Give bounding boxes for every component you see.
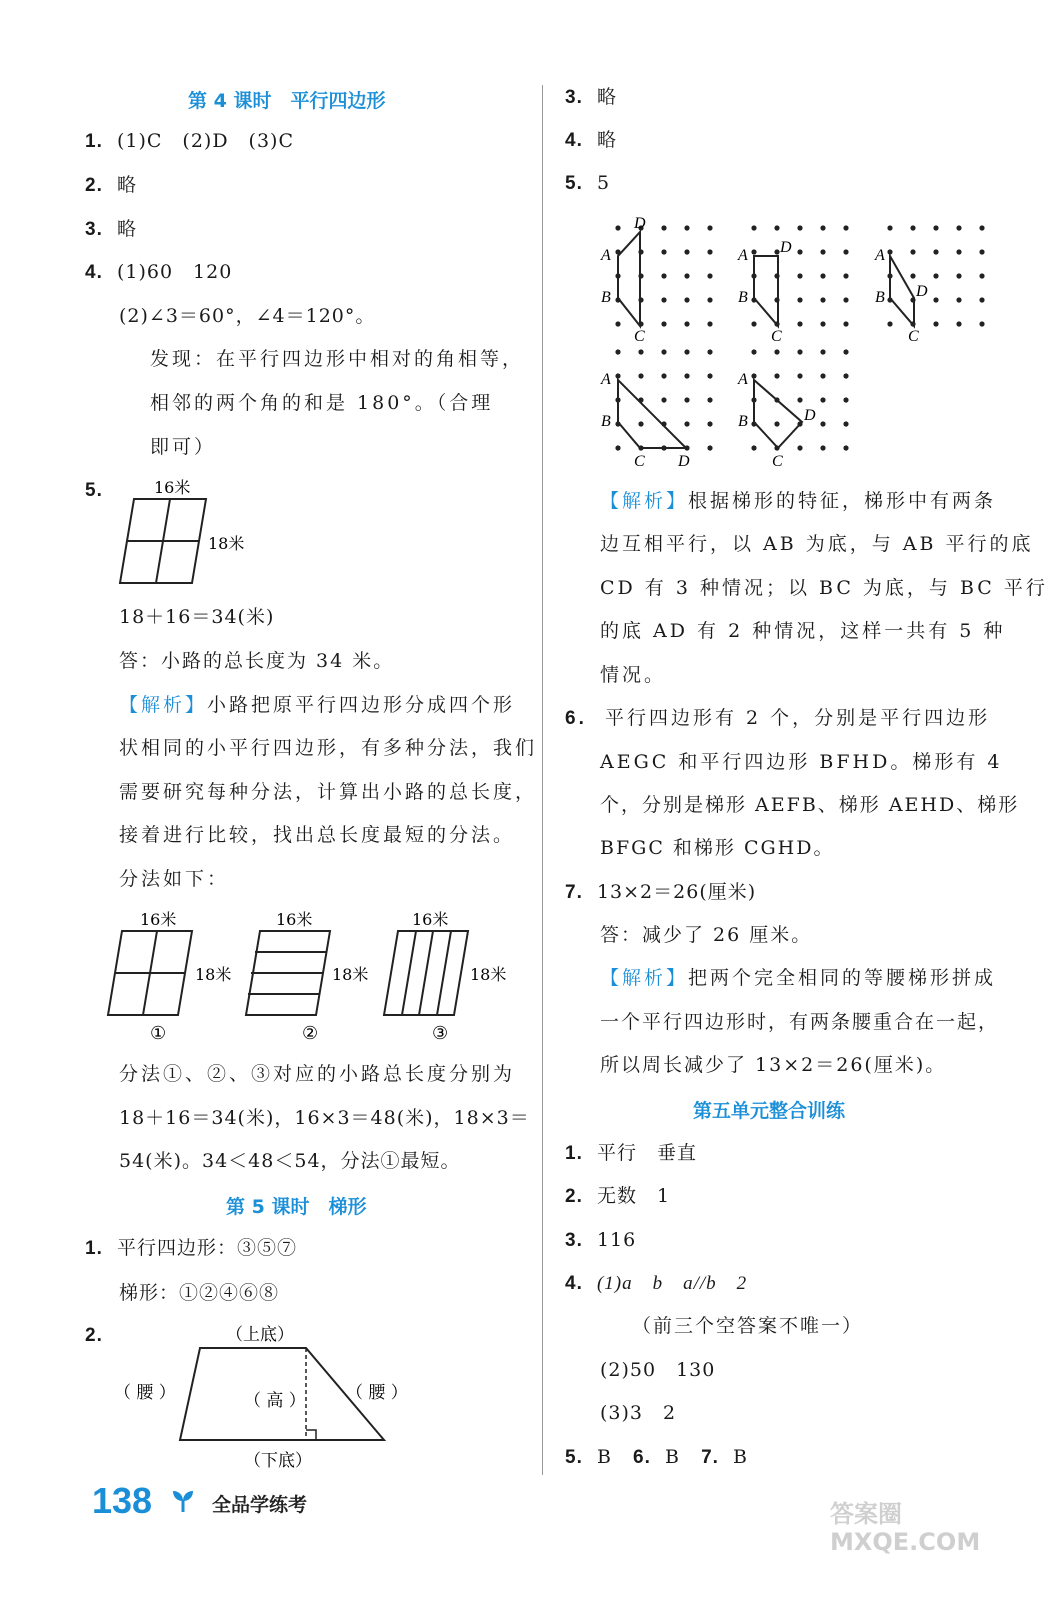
q-number: 1. (85, 131, 103, 152)
analysis-tag: 【解析】 (600, 490, 689, 512)
right-question-3 (565, 84, 617, 111)
grid-dot (797, 273, 802, 278)
trapezoid-3 (890, 256, 914, 326)
grid-dot (797, 397, 802, 402)
grid-dot (843, 349, 848, 354)
grid-dot (843, 445, 848, 450)
answer-text: 平行 垂直 (596, 1142, 697, 1164)
q7-analysis-line3: 所以周长减少了 13×2＝26(厘米)。 (600, 1054, 947, 1076)
dot-grid-figures (596, 210, 996, 472)
unit-question-2 (565, 1183, 670, 1210)
grid-dot (956, 225, 961, 230)
answer-text: B (733, 1446, 749, 1468)
comparison-line3: 54(米)。34＜48＜54，分法①最短。 (119, 1150, 461, 1172)
grid-dot (707, 297, 712, 302)
q-number: 5. (565, 1447, 583, 1468)
q6-line2: AEGC 和平行四边形 BFHD。梯形有 4 (600, 751, 1003, 773)
label-A: A (601, 247, 611, 264)
q-number: 2. (85, 175, 103, 196)
grid-dot (910, 249, 915, 254)
grid-dot (933, 225, 938, 230)
label-A: A (601, 371, 611, 388)
grid-dot (707, 373, 712, 378)
grid-dot (797, 349, 802, 354)
q-number: 3. (565, 87, 583, 108)
grid-dot (797, 321, 802, 326)
grid-dot (774, 349, 779, 354)
lower-base-label: （下底） (244, 1451, 312, 1471)
lesson5-q1-trapezoid: 梯形：①②④⑥⑧ (119, 1282, 280, 1304)
label-B: B (601, 289, 611, 306)
answer-text: 略 (596, 86, 617, 108)
grid-dot (956, 321, 961, 326)
parallelogram-figure (110, 475, 260, 590)
grid-dot (707, 273, 712, 278)
right-analysis-line4: 的底 AD 有 2 种情况，这样一共有 5 种 (600, 620, 1006, 642)
analysis-line3: 需要研究每种分法，计算出小路的总长度， (119, 781, 538, 803)
grid-dot (661, 349, 666, 354)
label-B: B (875, 289, 885, 306)
answer-text: 略 (116, 174, 137, 196)
grid-dot (820, 321, 825, 326)
q-number: 7. (701, 1447, 719, 1468)
grid-dot (820, 249, 825, 254)
column-divider (542, 85, 543, 1475)
grid-dot (751, 225, 756, 230)
label-D: D (804, 407, 816, 424)
answer-text: B (665, 1446, 680, 1468)
answer-text: 平行四边形：③⑤⑦ (116, 1237, 297, 1259)
grid-dot (820, 421, 825, 426)
q-number: 3. (85, 219, 103, 240)
q-number: 7. (565, 882, 583, 903)
q6-line4: BFGC 和梯形 CGHD。 (600, 837, 835, 859)
grid-dot (638, 373, 643, 378)
q7-answer: 答：减少了 26 厘米。 (600, 924, 813, 946)
q7-analysis-line1 (600, 965, 996, 991)
grid-dot (661, 373, 666, 378)
fig1-top-label: 16米 (140, 910, 177, 929)
grid-dot (979, 225, 984, 230)
analysis-text: 把两个完全相同的等腰梯形拼成 (688, 967, 997, 989)
right-question-5 (565, 170, 610, 197)
grid-dot (843, 225, 848, 230)
q-number: 2. (565, 1186, 583, 1207)
q7-analysis-line2: 一个平行四边形时，有两条腰重合在一起， (600, 1011, 1000, 1033)
section-heading-unit5: 第五单元整合训练 (693, 1100, 846, 1122)
grid-dot (933, 297, 938, 302)
grid-dot (843, 421, 848, 426)
grid-dot (843, 397, 848, 402)
grid-dot (774, 225, 779, 230)
grid-dot (843, 321, 848, 326)
unit-questions-5-7 (565, 1444, 748, 1471)
label-C: C (634, 453, 645, 470)
grid-dot (661, 225, 666, 230)
right-angle-mark (306, 1430, 316, 1440)
q-number: 5. (565, 173, 583, 194)
method3-line (419, 931, 433, 1015)
grid-dot (661, 249, 666, 254)
grid-dot (707, 397, 712, 402)
grid-dot (956, 249, 961, 254)
answer-text: 无数 1 (596, 1185, 671, 1207)
grid-dot (820, 445, 825, 450)
grid-dot (843, 297, 848, 302)
grid-dot (774, 249, 779, 254)
grid-dot (661, 273, 666, 278)
answer-text: (1)60 120 (116, 261, 233, 283)
fig-top-label: 16米 (154, 478, 191, 497)
grid-dot (661, 321, 666, 326)
grid-dot (956, 297, 961, 302)
grid-dot (979, 297, 984, 302)
q4-discovery-line3: 即可） (150, 436, 217, 458)
grid-dot (615, 373, 620, 378)
answer-text: B (596, 1446, 612, 1468)
answer-text: 5 (596, 172, 611, 194)
grid-dot (933, 273, 938, 278)
fig2-side-label: 18米 (332, 965, 369, 984)
right-question-6 (565, 705, 990, 732)
right-analysis-line5: 情况。 (600, 664, 667, 686)
grid-dot (707, 349, 712, 354)
grid-dot (638, 421, 643, 426)
fig1-side-label: 18米 (195, 965, 232, 984)
watermark-logo: 答案圈 MXQE.COM (830, 1500, 981, 1556)
right-analysis-line1 (600, 488, 996, 514)
grid-dot (684, 225, 689, 230)
q-number: 4. (85, 262, 103, 283)
grid-dot (797, 373, 802, 378)
grid-dot (979, 273, 984, 278)
upper-base-label: （上底） (226, 1325, 294, 1345)
label-B: B (738, 289, 748, 306)
grid-dot (797, 297, 802, 302)
label-D: D (780, 239, 792, 256)
label-D: D (634, 215, 646, 232)
grid-dot (979, 321, 984, 326)
comparison-line2: 18＋16＝34(米)，16×3＝48(米)，18×3＝ (119, 1107, 530, 1129)
grid-dot (707, 445, 712, 450)
grid-dot (751, 373, 756, 378)
fig3-side-label: 18米 (470, 965, 507, 984)
grid-dot (887, 249, 892, 254)
q4-part3: (3)3 2 (600, 1402, 677, 1424)
grid-dot (910, 225, 915, 230)
grid-dot (684, 373, 689, 378)
label-B: B (601, 413, 611, 430)
grid-dot (707, 225, 712, 230)
answer-text: 116 (596, 1229, 637, 1251)
grid-dot (684, 249, 689, 254)
method2-mark: ② (302, 1023, 319, 1044)
q6-line3: 个，分别是梯形 AEFB、梯形 AEHD、梯形 (600, 794, 1020, 816)
grid-dot (797, 225, 802, 230)
q-number: 6. (565, 708, 587, 729)
fig2-top-label: 16米 (276, 910, 313, 929)
label-C: C (634, 328, 645, 345)
section-heading-lesson4: 第 4 课时 平行四边形 (188, 90, 386, 112)
q5-answer: 答：小路的总长度为 34 米。 (119, 650, 395, 672)
label-A: A (875, 247, 885, 264)
grid-dot (707, 321, 712, 326)
q-number-5: 5. (85, 480, 103, 501)
q-number-2: 2. (85, 1325, 103, 1346)
analysis-tag: 【解析】 (119, 694, 208, 716)
grid-dot (684, 321, 689, 326)
q-number: 1. (565, 1143, 583, 1164)
grid-dot (797, 445, 802, 450)
grid-dot (751, 321, 756, 326)
left-leg-label: （ 腰 ） (114, 1383, 176, 1403)
grid-dot (820, 397, 825, 402)
grid-dot (820, 349, 825, 354)
method1-mark: ① (150, 1023, 167, 1044)
grid-dot (910, 273, 915, 278)
grid-dot (887, 321, 892, 326)
answer-text: (1)a b a//b 2 (596, 1273, 748, 1294)
grid-dot (956, 273, 961, 278)
q4-part2: (2)50 130 (600, 1359, 716, 1381)
q-number: 3. (565, 1230, 583, 1251)
page-number: 138 (92, 1480, 153, 1521)
grid-dot (684, 349, 689, 354)
q-number: 6. (633, 1447, 651, 1468)
fig3-top-label: 16米 (412, 910, 449, 929)
q4-discovery-line2: 相邻的两个角的和是 180°。（合理 (150, 392, 494, 414)
answer-text: 略 (596, 129, 617, 151)
grid-dot (774, 421, 779, 426)
trapezoid-5 (754, 380, 802, 448)
right-question-4 (565, 127, 617, 154)
grid-dot (615, 445, 620, 450)
comparison-line1: 分法①、②、③对应的小路总长度分别为 (119, 1063, 516, 1085)
analysis-text: 根据梯形的特征，梯形中有两条 (688, 490, 997, 512)
division-methods-figure (100, 905, 520, 1045)
grid-dot (684, 273, 689, 278)
fig-side-label: 18米 (208, 534, 245, 553)
grid-dot (707, 249, 712, 254)
answer-text: 略 (116, 218, 137, 240)
analysis-line4: 接着进行比较，找出总长度最短的分法。 (119, 824, 516, 846)
unit-question-1 (565, 1140, 697, 1167)
question-4 (85, 259, 232, 286)
grid-dot (615, 349, 620, 354)
grid-dot (820, 225, 825, 230)
lesson5-q1 (85, 1235, 297, 1262)
label-B: B (738, 413, 748, 430)
label-D: D (678, 453, 690, 470)
grid-dot (774, 373, 779, 378)
grid-dot (797, 249, 802, 254)
height-label: （ 高 ） (244, 1391, 306, 1411)
q-number: 4. (565, 1273, 583, 1294)
q-number: 1. (85, 1238, 103, 1259)
trapezoid-1 (618, 232, 640, 326)
brand-name: 全品学练考 (212, 1494, 308, 1516)
answer-text: 13×2＝26(厘米) (596, 881, 757, 903)
unit-question-4 (565, 1270, 747, 1297)
grid-dot (751, 249, 756, 254)
grid-dot (820, 297, 825, 302)
analysis-line2: 状相同的小平行四边形，有多种分法，我们 (119, 737, 538, 759)
grid-dot (684, 421, 689, 426)
right-question-7 (565, 879, 756, 906)
analysis-line1 (119, 692, 515, 718)
grid-dot (661, 297, 666, 302)
grid-dot (751, 445, 756, 450)
answer-text: (1)C (2)D (3)C (116, 130, 295, 152)
grid-dot (707, 421, 712, 426)
grid-dot (843, 249, 848, 254)
trapezoid-4 (618, 380, 686, 448)
grid-dot (843, 273, 848, 278)
unit-question-3 (565, 1227, 636, 1254)
right-leg-label: （ 腰 ） (346, 1383, 408, 1403)
label-C: C (772, 453, 783, 470)
section-heading-lesson5: 第 5 课时 梯形 (226, 1196, 367, 1218)
method3-mark: ③ (432, 1023, 449, 1044)
question-2 (85, 172, 137, 199)
question-1 (85, 128, 294, 155)
grid-dot (979, 249, 984, 254)
q5-calculation: 18＋16＝34(米) (119, 606, 275, 628)
grid-dot (933, 321, 938, 326)
answer-text: 平行四边形有 2 个，分别是平行四边形 (604, 707, 991, 729)
right-analysis-line2: 边互相平行，以 AB 为底，与 AB 平行的底 (600, 533, 1034, 555)
grid-dot (843, 373, 848, 378)
label-C: C (771, 328, 782, 345)
analysis-tag: 【解析】 (600, 967, 689, 989)
grid-dot (820, 273, 825, 278)
q4-part2: (2)∠3＝60°，∠4＝120°。 (119, 305, 376, 327)
grid-dot (820, 373, 825, 378)
trapezoid-2 (754, 256, 778, 326)
sprout-icon (170, 1488, 196, 1514)
grid-dot (751, 349, 756, 354)
q4-note: （前三个空答案不唯一） (632, 1315, 864, 1337)
trapezoid-figure (110, 1318, 430, 1478)
label-D: D (916, 283, 928, 300)
q4-discovery-line1: 发现：在平行四边形中相对的角相等， (150, 348, 525, 370)
method3-line (402, 931, 416, 1015)
grid-dot (684, 297, 689, 302)
analysis-text: 小路把原平行四边形分成四个形 (207, 694, 516, 716)
grid-dot (661, 397, 666, 402)
right-analysis-line3: CD 有 3 种情况；以 BC 为底，与 BC 平行 (600, 577, 1048, 599)
label-C: C (908, 328, 919, 345)
label-A: A (738, 371, 748, 388)
grid-dot (615, 321, 620, 326)
grid-dot (638, 349, 643, 354)
grid-dot (887, 225, 892, 230)
grid-dot (933, 249, 938, 254)
q-number: 4. (565, 130, 583, 151)
grid-dot (615, 225, 620, 230)
label-A: A (738, 247, 748, 264)
method3-line (437, 931, 451, 1015)
grid-dot (684, 397, 689, 402)
question-3 (85, 216, 137, 243)
analysis-line5: 分法如下： (119, 868, 230, 890)
